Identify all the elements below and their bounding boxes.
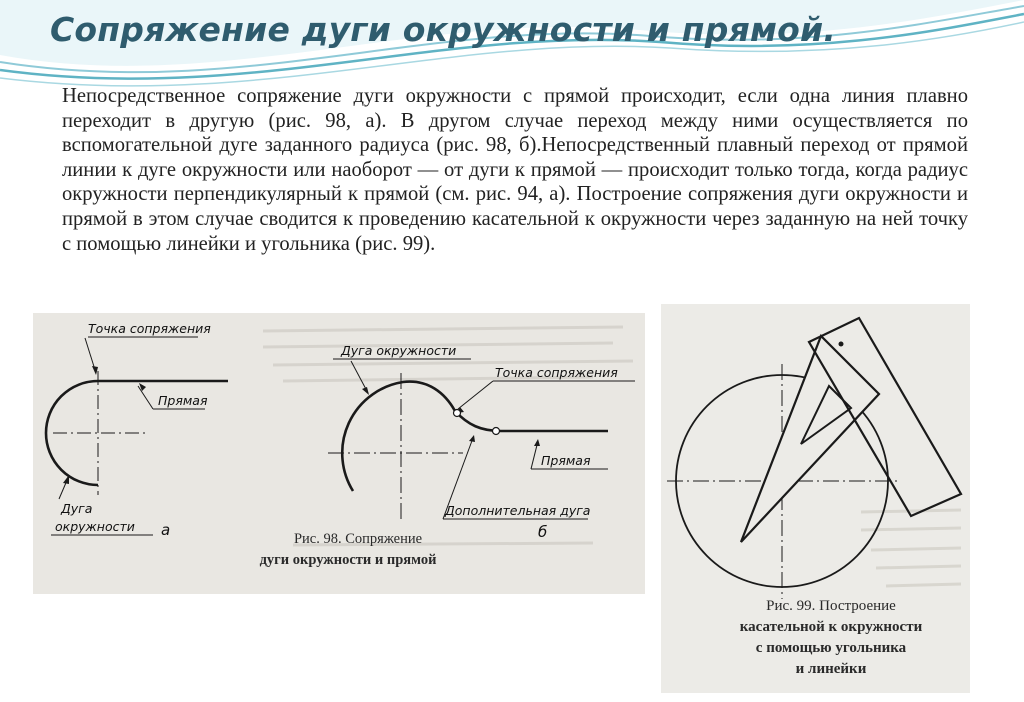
figure-99 xyxy=(661,304,970,693)
letter-a: а xyxy=(161,521,171,539)
label-arc-a-1: Дуга xyxy=(61,501,93,516)
label-line-a: Прямая xyxy=(158,393,208,408)
slide-title: Сопряжение дуги окружности и прямой. xyxy=(50,10,837,49)
label-arc-b: Дуга окружности xyxy=(341,343,457,358)
figure-98-caption-1: Рис. 98. Сопряжение xyxy=(293,531,423,547)
label-aux-arc: Дополнительная дуга xyxy=(445,503,591,518)
label-tangent-point-a: Точка сопряжения xyxy=(88,321,211,336)
figure-99-caption-4: и линейки xyxy=(795,661,867,677)
letter-b: б xyxy=(538,523,548,541)
label-arc-a-2: окружности xyxy=(55,519,135,534)
figure-99-caption-2: касательной к окружности xyxy=(739,619,923,635)
label-tangent-point-b: Точка сопряжения xyxy=(495,365,618,380)
figure-98-caption-2: дуги окружности и прямой xyxy=(259,552,437,568)
body-paragraph: Непосредственное сопряжение дуги окружности с прямой происходит, если одна линия плавно переходит в другую (рис. 98, а). В другом случае переход между ними осуществляется по вспомогательной дуге заданного радиуса (рис. 98, б).Непосредственный плавный переход от прямой линии к дуге окружности или наоборот — от дуги к прямой — происходит только тогда, когда радиус окружности перпендикулярный к прямой (см. рис. 94, а). Построение сопряжения дуги окружности и прямой в этом случае сводится к проведению касательной к окружности через заданную на ней точку с помощью линейки и угольника (рис. 99). xyxy=(62,85,968,255)
figure-99-caption-3: с помощью угольника xyxy=(755,640,907,656)
label-line-b: Прямая xyxy=(541,453,591,468)
figure-98 xyxy=(33,313,645,594)
figure-99-caption-1: Рис. 99. Построение xyxy=(766,598,896,614)
